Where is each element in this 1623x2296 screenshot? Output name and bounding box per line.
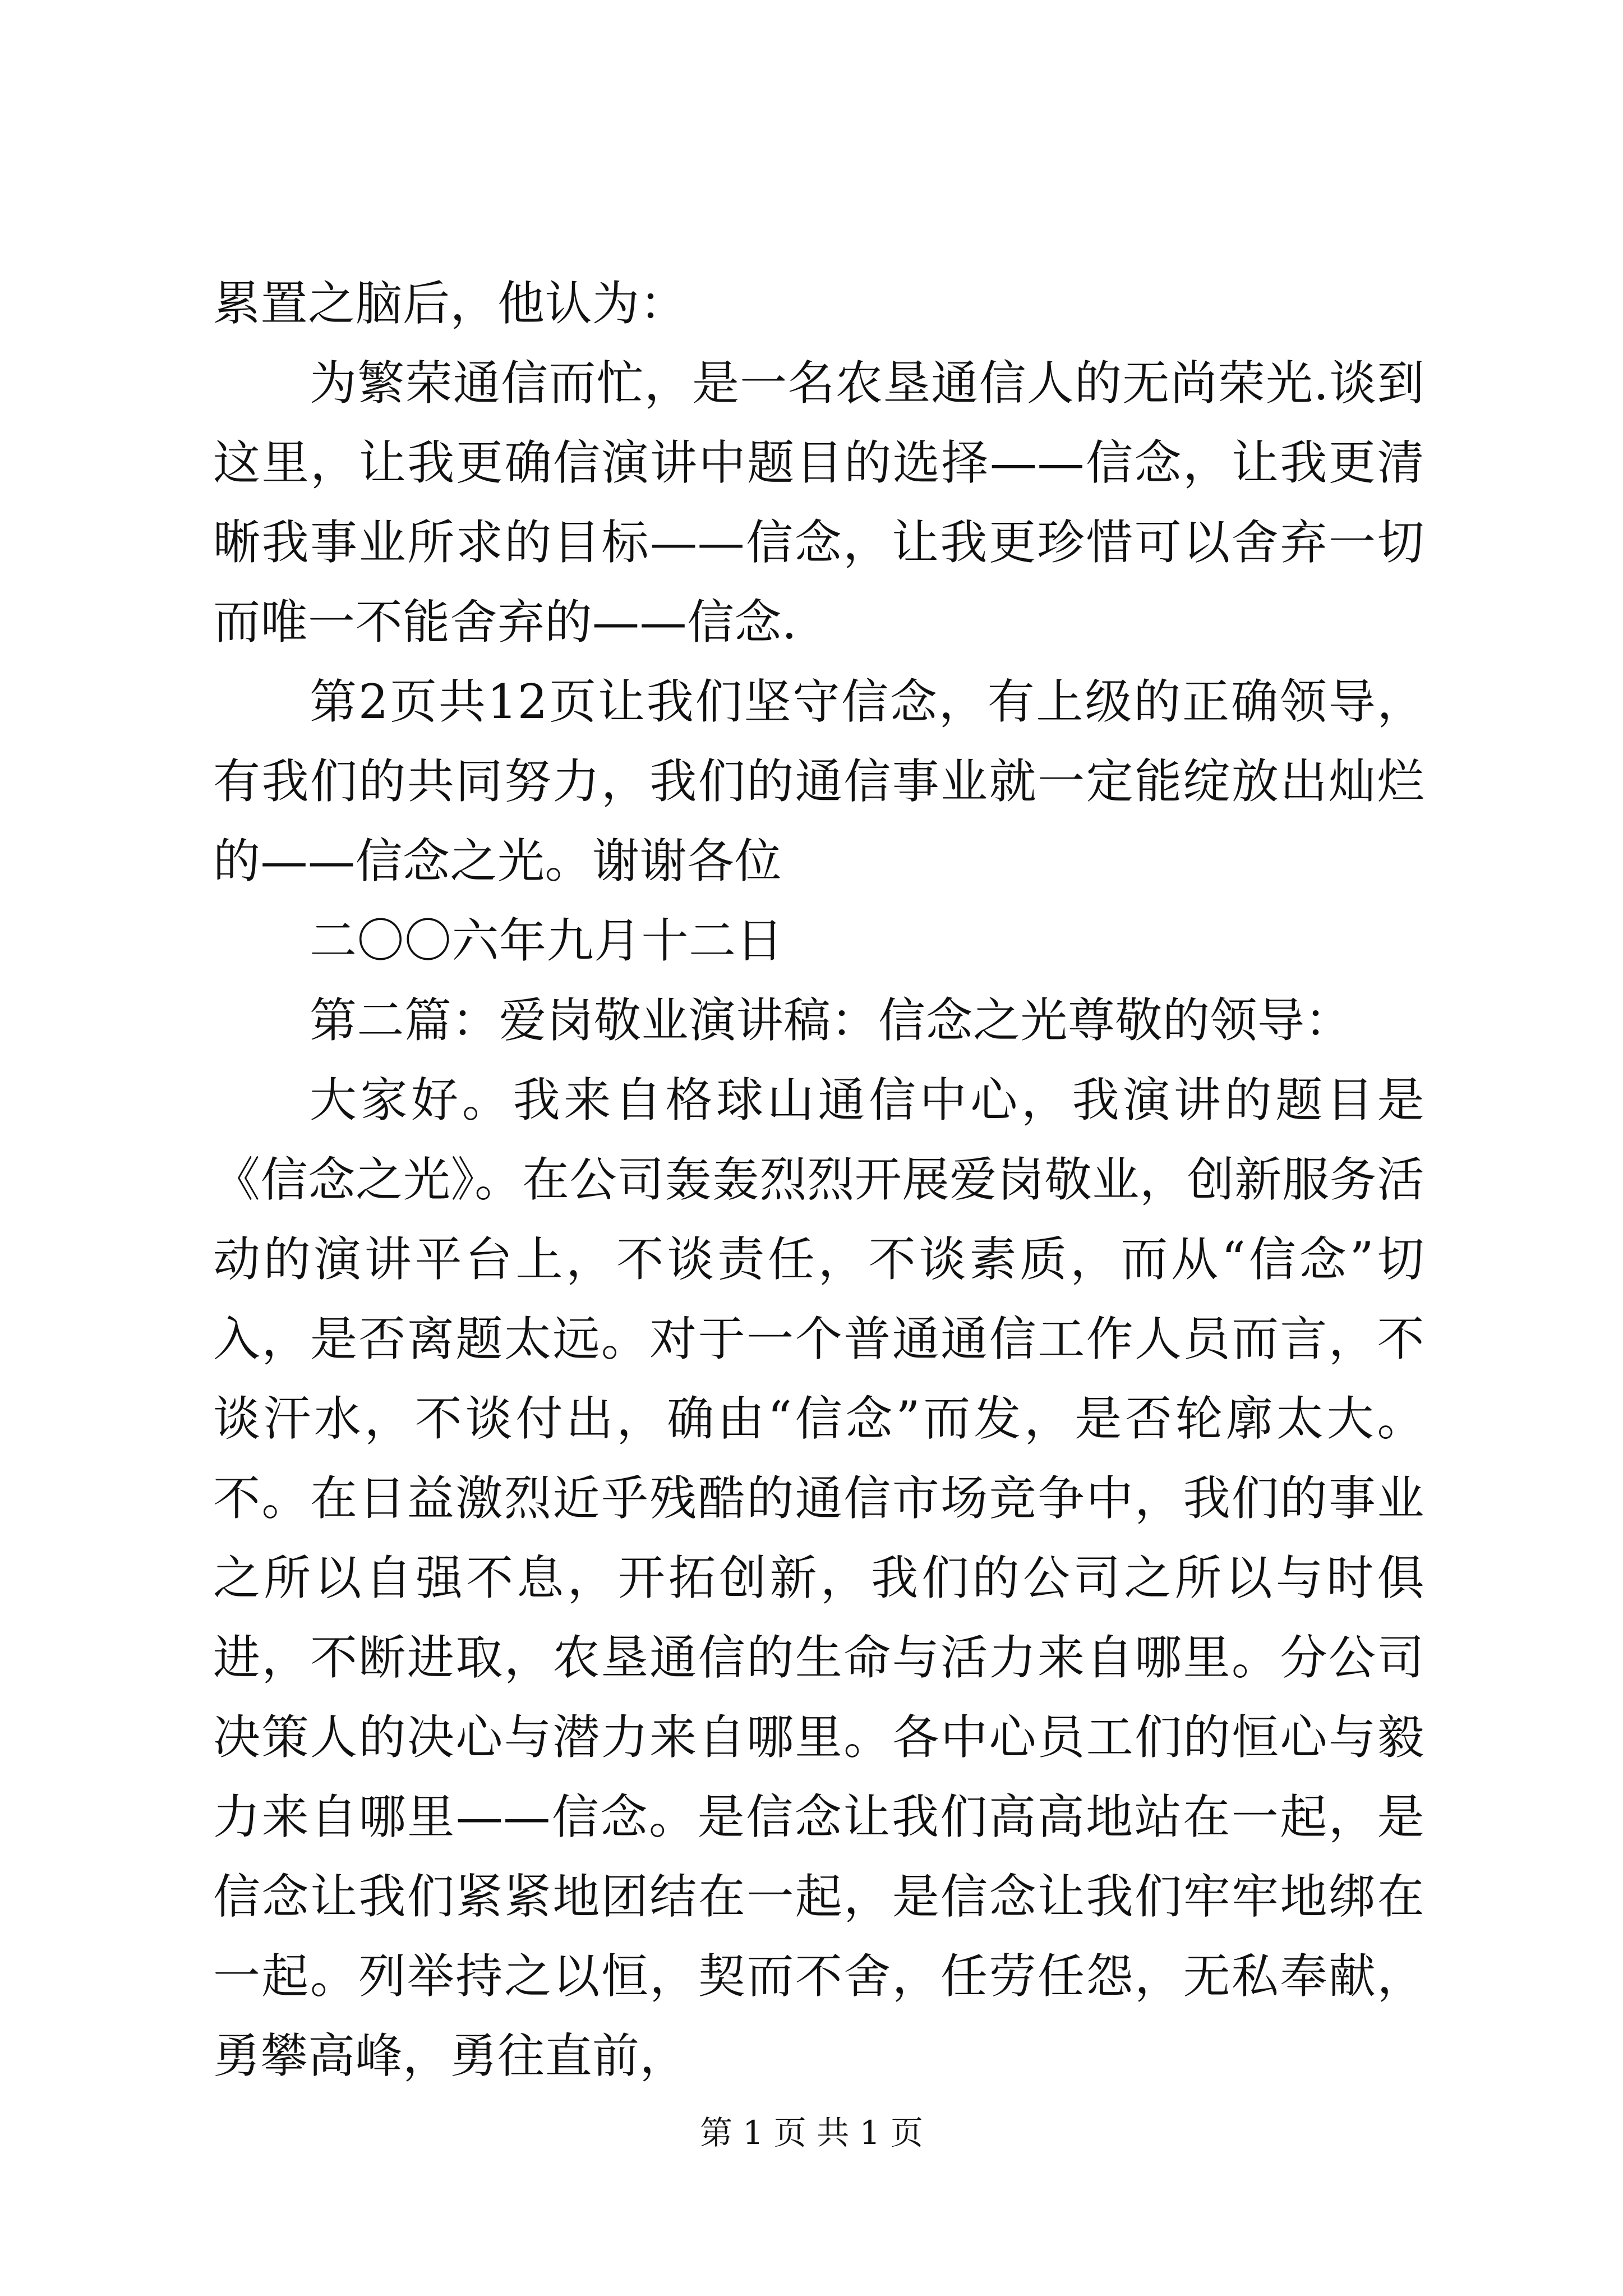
paragraph-3: 第2页共12页让我们坚守信念，有上级的正确领导，有我们的共同努力，我们的通信事业就一定能绽放出灿烂的——信念之光。谢谢各位	[213, 674, 1424, 889]
paragraph-6: 大家好。我来自格球山通信中心，我演讲的题目是《信念之光》。在公司轰轰烈烈开展爱岗敬业，创新服务活动的演讲平台上，不谈责任，不谈素质，而从“信念”切入，是否离题太远。对于一个普通通信工作人员而言，不谈汗水，不谈付出，确由“信念”而发，是否轮廓太大。不。在日益激烈近乎残酷的通信市场竞争中，我们的事业之所以自强不息，开拓创新，我们的公司之所以与时俱进，不断进取，农垦通信的生命与活力来自哪里。分公司决策人的决心与潜力来自哪里。各中心员工们的恒心与毅力来自哪里——信念。是信念让我们高高地站在一起，是信念让我们紧紧地团结在一起，是信念让我们牢牢地绑在一起。列举持之以恒，契而不舍，任劳任怨，无私奉献，勇攀高峰，勇往直前，	[213, 1073, 1424, 2083]
paragraph-2: 为繁荣通信而忙，是一名农垦通信人的无尚荣光.谈到这里，让我更确信演讲中题目的选择——信念，让我更清晰我事业所求的目标——信念，让我更珍惜可以舍弃一切而唯一不能舍弃的——信念.	[213, 356, 1424, 650]
section-heading: 第二篇：爱岗敬业演讲稿：信念之光尊敬的领导：	[310, 993, 1353, 1048]
date-line: 二〇〇六年九月十二日	[310, 913, 784, 968]
page-footer: 第 1 页 共 1 页	[700, 2114, 923, 2152]
document-body	[213, 264, 1424, 2096]
paragraph-1: 累置之脑后，他认为：	[213, 276, 688, 331]
